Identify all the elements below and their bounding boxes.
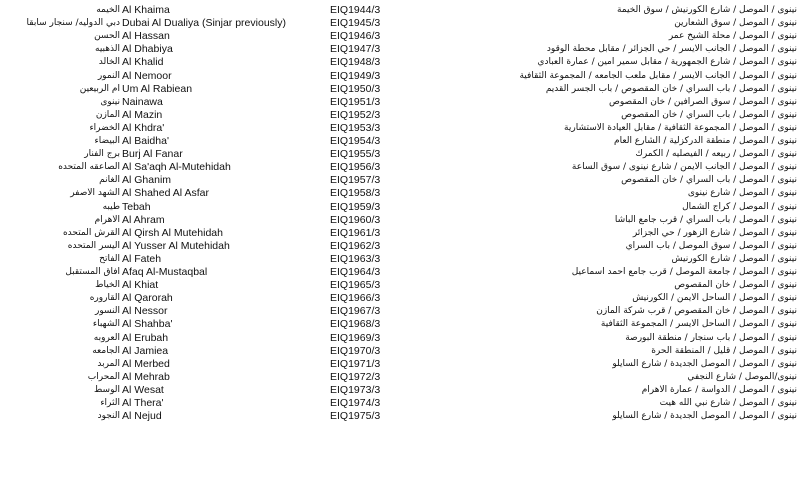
arabic-name-cell: الشهباء [92,319,120,330]
table-row [0,410,800,423]
english-name-cell: Al Nessor [122,305,168,318]
address-cell: نينوى/الموصل / شارع النجفي [687,371,797,382]
code-cell: EIQ1953/3 [330,121,381,134]
english-name-cell: Nainawa [122,95,163,108]
table-row [0,371,800,384]
english-name-cell: Al Thera' [122,397,164,409]
table-row [0,30,800,43]
address-cell: نينوى / الموصل / باب السراي / قرب جامع الباشا [614,214,797,225]
arabic-name-cell: الغانم [99,175,120,186]
english-name-cell: Al Ahram [122,213,165,226]
address-cell: نينوى / الموصل / خان المقصوص [674,280,797,291]
english-name-cell: Al Qirsh Al Mutehidah [122,226,223,239]
english-name-cell: Al Fateh [122,252,162,265]
address-cell: نينوى / الموصل / الساحل الايسر / المجموعة الثقافية [600,319,797,330]
table-row [0,240,800,253]
address-cell: نينوى / الموصل / الجانب الايسر / حي الجزائر / مقابل محطة الوقود [546,44,797,55]
code-cell: EIQ1966/3 [330,292,381,305]
code-cell: EIQ1950/3 [330,82,381,95]
address-cell: نينوى / الموصل / منطقة الدركزلية / الشارع العام [614,136,797,146]
address-cell: نينوى / الموصل / باب السراي / خان المقصوص [621,109,797,120]
table-row [0,109,800,122]
code-cell: EIQ1949/3 [330,69,381,82]
code-cell: EIQ1968/3 [330,318,381,331]
arabic-name-cell: الخالد [98,57,120,68]
table-row [0,397,800,410]
english-name-cell: Tebah [122,200,151,213]
arabic-name-cell: النسور [95,306,120,317]
table-row [0,305,800,318]
arabic-name-cell: القرش المتحده [62,227,120,238]
english-name-cell: Um Al Rabiean [122,82,193,95]
arabic-name-cell: النمور [97,70,120,81]
code-cell: EIQ1956/3 [330,161,381,174]
arabic-name-cell: الخضراء [89,122,120,133]
table-row [0,43,800,56]
address-cell: نينوى / الموصل / سوق الموصل / باب السراي [625,240,797,251]
code-cell: EIQ1975/3 [330,410,381,423]
english-name-cell: Al Ghanim [122,174,172,187]
table-row [0,187,800,200]
english-name-cell: Al Nemoor [122,69,172,82]
arabic-name-cell: المحراب [87,371,120,382]
code-cell: EIQ1945/3 [330,17,381,30]
code-cell: EIQ1970/3 [330,344,381,357]
arabic-name-cell: العروبه [93,332,120,343]
english-name-cell: Afaq Al-Mustaqbal [122,266,208,278]
code-cell: EIQ1957/3 [330,174,381,187]
address-cell: نينوى / الموصل / شارع الكورنيش [671,253,797,264]
table-row [0,358,800,371]
english-name-cell: Al Mazin [122,108,163,121]
table-row [0,253,800,266]
address-cell: نينوى / الموصل / المجموعة الثقافية / مقابل العيادة الاستشارية [564,122,797,133]
table-row [0,332,800,345]
code-cell: EIQ1952/3 [330,108,381,121]
english-name-cell: Dubai Al Dualiya (Sinjar previously) [122,17,286,30]
address-cell: نينوى / الموصل / ربيعه / الفيصليه / الكمرك [635,149,797,160]
address-cell: نينوى / الموصل / الساحل الايمن / الكورنيش [632,293,797,304]
table-row [0,4,800,17]
code-cell: EIQ1954/3 [330,135,381,147]
arabic-name-cell: الثراء [100,398,120,408]
table-row [0,122,800,135]
english-name-cell: Al Erubah [122,331,169,344]
english-name-cell: Al Khiat [122,279,159,292]
table-row [0,201,800,214]
code-cell: EIQ1972/3 [330,370,381,383]
arabic-name-cell: نينوى [100,96,120,107]
code-cell: EIQ1958/3 [330,187,381,200]
address-cell: نينوى / الموصل / الدواسة / عمارة الاهرام [641,384,797,395]
arabic-name-cell: الصاعقه المتحده [58,162,120,173]
english-name-cell: Al Jamiea [122,344,169,357]
address-cell: نينوى / الموصل / الموصل الجديدة / شارع السايلو [612,411,797,422]
table-row [0,161,800,174]
arabic-name-cell: الوسط [94,384,120,395]
english-name-cell: Al Shahba' [122,318,173,331]
table-row [0,17,800,30]
arabic-name-cell: المازن [95,109,120,120]
arabic-name-cell: طيبه [102,201,120,212]
arabic-name-cell: الشهد الاصفر [70,188,120,199]
address-cell: نينوى / الموصل / كراج الشمال [682,201,797,212]
arabic-name-cell: الجامعه [92,345,120,356]
arabic-name-cell: الخيمه [96,5,120,15]
code-cell: EIQ1964/3 [330,266,381,278]
english-name-cell: Al Hassan [122,30,170,43]
code-cell: EIQ1965/3 [330,279,381,292]
arabic-name-cell: دبي الدوليه/ سنجار سابقا [26,18,120,29]
table-row [0,279,800,292]
english-name-cell: Al Dhabiya [122,43,173,56]
code-cell: EIQ1951/3 [330,95,381,108]
english-name-cell: Al Merbed [122,357,170,370]
address-cell: نينوى / الموصل / قليل / المنطقة الحرة [651,345,797,356]
code-cell: EIQ1974/3 [330,397,381,409]
code-cell: EIQ1961/3 [330,226,381,239]
english-name-cell: Al Khalid [122,56,164,69]
address-cell: نينوى / الموصل / شارع نينوى [687,188,797,199]
table-row [0,345,800,358]
english-name-cell: Al Baidha' [122,135,169,147]
address-cell: نينوى / الموصل / خان المقصوص / قرب شركة المازن [596,306,797,317]
address-cell: نينوى / الموصل / شارع الكورنيش / سوق الخيمة [616,5,797,15]
code-cell: EIQ1969/3 [330,331,381,344]
arabic-name-cell: الفاتح [99,253,120,264]
code-cell: EIQ1944/3 [330,4,381,16]
address-cell: نينوى / الموصل / سوق الصرافين / خان المقصوص [609,96,797,107]
english-name-cell: Al Yusser Al Mutehidah [122,239,230,252]
code-cell: EIQ1946/3 [330,30,381,43]
address-cell: نينوى / الموصل / شارع الزهور / حي الجزائر [632,227,797,238]
table-row [0,96,800,109]
table-row [0,227,800,240]
code-cell: EIQ1955/3 [330,148,381,161]
arabic-name-cell: برج الفنار [84,149,120,160]
arabic-name-cell: افاق المستقبل [65,267,120,277]
english-name-cell: Burj Al Fanar [122,148,183,161]
arabic-name-cell: الخياط [95,280,120,291]
arabic-name-cell: الحسن [94,31,120,42]
table-row [0,318,800,331]
arabic-name-cell: المربد [97,358,120,369]
english-name-cell: Al Qarorah [122,292,173,305]
address-cell: نينوى / الموصل / الموصل الجديدة / شارع السايلو [612,358,797,369]
english-name-cell: Al Khdra' [122,121,165,134]
code-cell: EIQ1971/3 [330,357,381,370]
code-cell: EIQ1973/3 [330,383,381,396]
address-cell: نينوى / الموصل / جامعة الموصل / قرب جامع احمد اسماعيل [571,267,797,277]
table-row [0,56,800,69]
code-cell: EIQ1967/3 [330,305,381,318]
arabic-name-cell: اليسر المتحده [67,240,120,251]
code-cell: EIQ1948/3 [330,56,381,69]
table-row [0,174,800,187]
english-name-cell: Al Nejud [122,410,162,423]
english-name-cell: Al Khaima [122,4,170,16]
arabic-name-cell: القاروره [89,293,120,304]
table-row [0,148,800,161]
address-cell: نينوى / الموصل / شارع الجمهورية / مقابل سمير امين / عمارة العبادي [537,57,797,68]
arabic-name-cell: النجود [97,411,120,422]
table-row [0,135,800,148]
address-cell: نينوى / الموصل / باب سنجار / منطقة البورصة [625,332,797,343]
address-cell: نينوى / الموصل / باب السراي / خان المقصوص [621,175,797,186]
code-cell: EIQ1962/3 [330,239,381,252]
table-row [0,83,800,96]
arabic-name-cell: البيضاء [94,136,120,146]
code-cell: EIQ1960/3 [330,213,381,226]
arabic-name-cell: ام الربيعين [79,83,120,94]
address-cell: نينوى / الموصل / سوق الشعارين [674,18,797,29]
arabic-name-cell: الذهبيه [95,44,120,55]
code-cell: EIQ1947/3 [330,43,381,56]
english-name-cell: Al Wesat [122,383,164,396]
english-name-cell: Al Sa'aqh Al-Mutehidah [122,161,231,174]
address-cell: نينوى / الموصل / محلة الشيخ عمر [668,31,797,42]
code-cell: EIQ1959/3 [330,200,381,213]
code-cell: EIQ1963/3 [330,252,381,265]
address-cell: نينوى / الموصل / الجانب الايمن / شارع نينوى / سوق الساعة [571,162,797,173]
address-cell: نينوى / الموصل / الجانب الايسر / مقابل ملعب الجامعه / المجموعة الثقافية [519,70,797,81]
address-cell: نينوى / الموصل / شارع نبي الله هيت [659,398,797,408]
english-name-cell: Al Shahed Al Asfar [122,187,209,200]
arabic-name-cell: الاهرام [94,214,120,225]
english-name-cell: Al Mehrab [122,370,170,383]
table-row [0,70,800,83]
table-row [0,292,800,305]
table-row [0,384,800,397]
table-row [0,266,800,279]
address-cell: نينوى / الموصل / باب السراي / خان المقصوص / باب الجسر القديم [545,83,797,94]
table-row [0,214,800,227]
